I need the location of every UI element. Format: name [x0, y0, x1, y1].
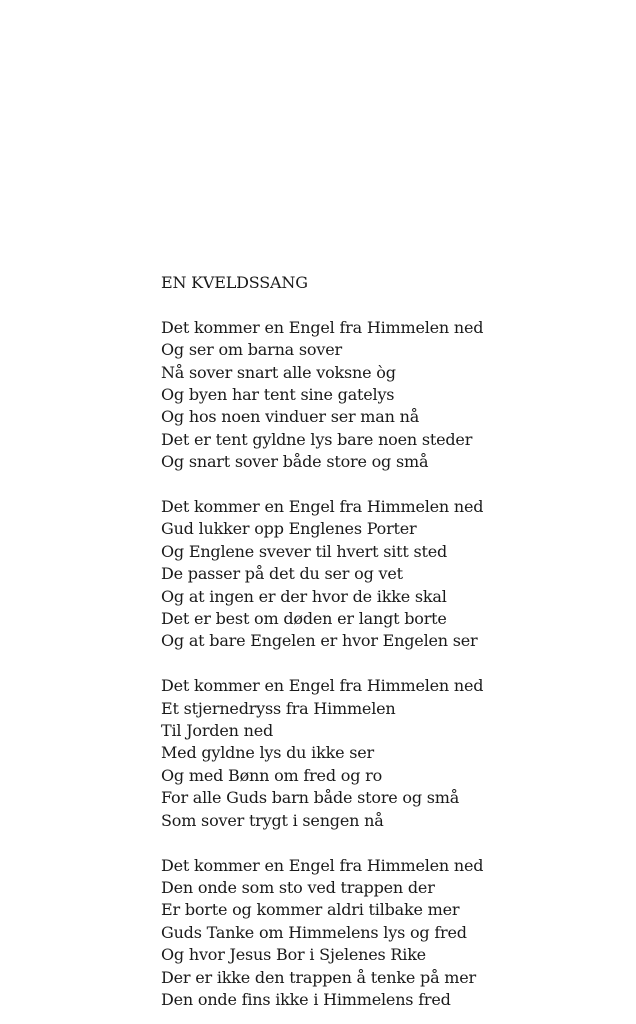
poem-line: Nå sover snart alle voksne òg: [161, 362, 396, 382]
poem-line: Det er best om døden er langt borte: [161, 609, 447, 629]
poem-line: Guds Tanke om Himmelens lys og fred: [161, 922, 467, 942]
poem-line: Et stjernedryss fra Himmelen: [161, 698, 396, 718]
poem-line: Og hvor Jesus Bor i Sjelenes Rike: [161, 945, 426, 965]
stanza-4: [161, 855, 621, 1012]
poem-line: Den onde fins ikke i Himmelens fred: [161, 989, 451, 1009]
poem-line: Der er ikke den trappen å tenke på mer: [161, 967, 476, 987]
poem-line: Og med Bønn om fred og ro: [161, 765, 383, 785]
stanza-2: [161, 496, 621, 653]
poem-line: Gud lukker opp Englenes Porter: [161, 519, 417, 539]
poem-line: Det kommer en Engel fra Himmelen ned: [161, 317, 484, 337]
poem-line: Og ser om barna sover: [161, 340, 342, 360]
poem-line: Og hos noen vinduer ser man nå: [161, 407, 420, 427]
poem-line: Den onde som sto ved trappen der: [161, 877, 435, 897]
poem-line: Og at ingen er der hvor de ikke skal: [161, 586, 447, 606]
poem-line: Til Jorden ned: [161, 721, 274, 741]
poem-line: Og byen har tent sine gatelys: [161, 385, 395, 405]
poem-line: Det kommer en Engel fra Himmelen ned: [161, 855, 484, 875]
poem-page: [161, 272, 621, 1011]
poem-line: Det kommer en Engel fra Himmelen ned: [161, 676, 484, 696]
poem-line: Som sover trygt i sengen nå: [161, 810, 384, 830]
poem-title: EN KVELDSSANG: [161, 273, 308, 292]
stanza-1: [161, 317, 621, 474]
poem-line: Det kommer en Engel fra Himmelen ned: [161, 497, 484, 517]
stanza-3: [161, 675, 621, 832]
poem-line: De passer på det du ser og vet: [161, 564, 403, 584]
poem-line: Og Englene svever til hvert sitt sted: [161, 541, 448, 561]
poem-line: Med gyldne lys du ikke ser: [161, 743, 374, 763]
poem-line: Og snart sover både store og små: [161, 452, 429, 472]
poem-line: Det er tent gyldne lys bare noen steder: [161, 429, 473, 449]
poem-line: For alle Guds barn både store og små: [161, 788, 460, 808]
poem-line: Og at bare Engelen er hvor Engelen ser: [161, 631, 478, 651]
poem-line: Er borte og kommer aldri tilbake mer: [161, 900, 460, 920]
